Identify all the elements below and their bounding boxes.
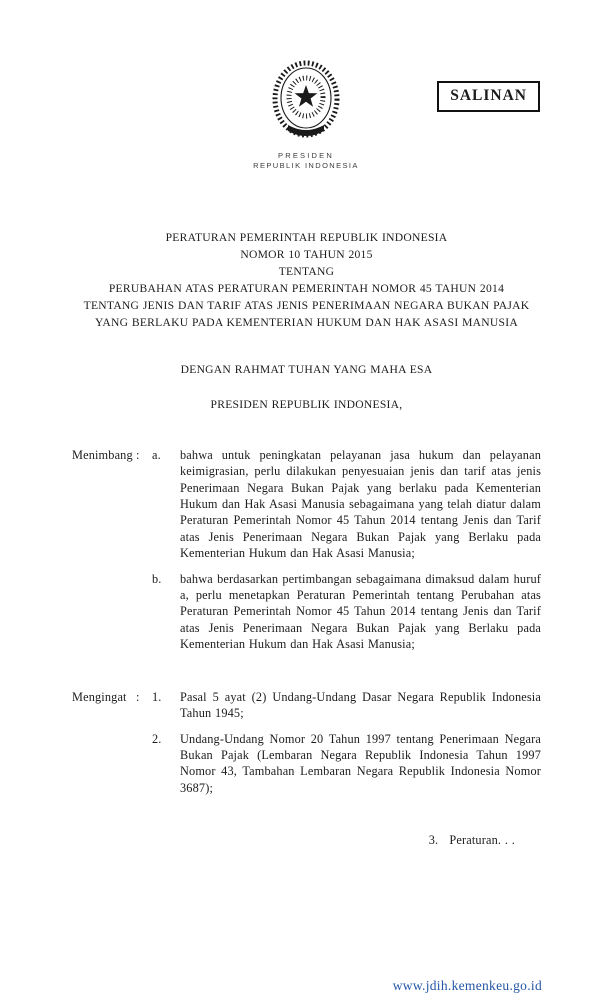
item-marker: b. bbox=[152, 571, 162, 586]
title-line-1: PERATURAN PEMERINTAH REPUBLIK INDONESIA bbox=[165, 231, 448, 244]
letterhead-line-presiden: PRESIDEN bbox=[278, 151, 334, 160]
title-line-5: TENTANG JENIS DAN TARIF ATAS JENIS PENERIMAAN NEGARA BUKAN PAJAK bbox=[83, 299, 530, 312]
menimbang-item-b bbox=[152, 571, 541, 653]
salinan-label: SALINAN bbox=[450, 87, 527, 104]
menimbang-items bbox=[152, 447, 541, 653]
item-marker: 1. bbox=[152, 689, 162, 704]
mengingat-section bbox=[72, 689, 541, 796]
regulation-title bbox=[65, 229, 548, 331]
item-text: Pasal 5 ayat (2) Undang-Undang Dasar Negara Republik Indonesia Tahun 1945; bbox=[180, 689, 541, 721]
document-body bbox=[72, 229, 541, 849]
emblem-svg bbox=[267, 58, 345, 146]
garuda-emblem-icon bbox=[267, 58, 345, 146]
menimbang-item-a bbox=[152, 447, 541, 562]
footer bbox=[393, 978, 542, 994]
invocation-line: DENGAN RAHMAT TUHAN YANG MAHA ESA bbox=[180, 363, 433, 376]
footer-link[interactable]: www.jdih.kemenkeu.go.id bbox=[392, 978, 542, 993]
salinan-stamp bbox=[437, 81, 540, 112]
letterhead-caption bbox=[0, 151, 612, 171]
title-line-3: TENTANG bbox=[278, 265, 335, 278]
menimbang-section bbox=[72, 447, 541, 653]
mengingat-label: Mengingat bbox=[72, 689, 127, 704]
mengingat-colon: : bbox=[136, 689, 140, 704]
menimbang-colon: : bbox=[136, 447, 140, 462]
item-text: Undang-Undang Nomor 20 Tahun 1997 tentang Penerimaan Negara Bukan Pajak (Lembaran Negara Republik Indonesia Tahun 1997 Nomor 43, Tambahan Lembaran Negara Republik Indonesia Nomor 3687); bbox=[180, 731, 541, 795]
mengingat-items bbox=[152, 689, 541, 796]
item-marker: a. bbox=[152, 447, 161, 462]
mengingat-item-1 bbox=[152, 689, 541, 722]
salutation-line: PRESIDEN REPUBLIK INDONESIA, bbox=[210, 398, 403, 412]
item-text: bahwa berdasarkan pertimbangan sebagaimana dimaksud dalam huruf a, perlu menetapkan Peraturan Pemerintah tentang Perubahan atas Peraturan Pemerintah Nomor 45 Tahun 2014 tentang Jenis dan Tarif atas Jenis Penerimaan Negara Bukan Pajak yang Berlaku pada Kementerian Hukum dan Hak Asasi Manusia; bbox=[180, 571, 541, 652]
item-text: bahwa untuk peningkatan pelayanan jasa hukum dan pelayanan keimigrasian, perlu dilakukan penyesuaian jenis dan tarif atas jenis Penerimaan Negara Bukan Pajak yang berlaku pada Kementerian Hukum dan Hak Asasi Manusia sebagaimana yang telah diatur dalam Peraturan Pemerintah Nomor 45 Tahun 2014 tentang Jenis dan Tarif atas Jenis Penerimaan Negara Bukan Pajak yang Berlaku pada Kementerian Hukum dan Hak Asasi Manusia; bbox=[180, 447, 541, 561]
menimbang-label: Menimbang bbox=[72, 447, 133, 462]
mengingat-item-2 bbox=[152, 731, 541, 797]
item-marker: 2. bbox=[152, 731, 162, 746]
letterhead-line-republik: REPUBLIK INDONESIA bbox=[253, 161, 359, 170]
page-catchword: 3. Peraturan. . . bbox=[428, 833, 515, 848]
title-line-2: NOMOR 10 TAHUN 2015 bbox=[240, 248, 373, 261]
title-line-4: PERUBAHAN ATAS PERATURAN PEMERINTAH NOMOR 45 TAHUN 2014 bbox=[108, 282, 505, 295]
title-line-6: YANG BERLAKU PADA KEMENTERIAN HUKUM DAN HAK ASASI MANUSIA bbox=[95, 316, 518, 329]
